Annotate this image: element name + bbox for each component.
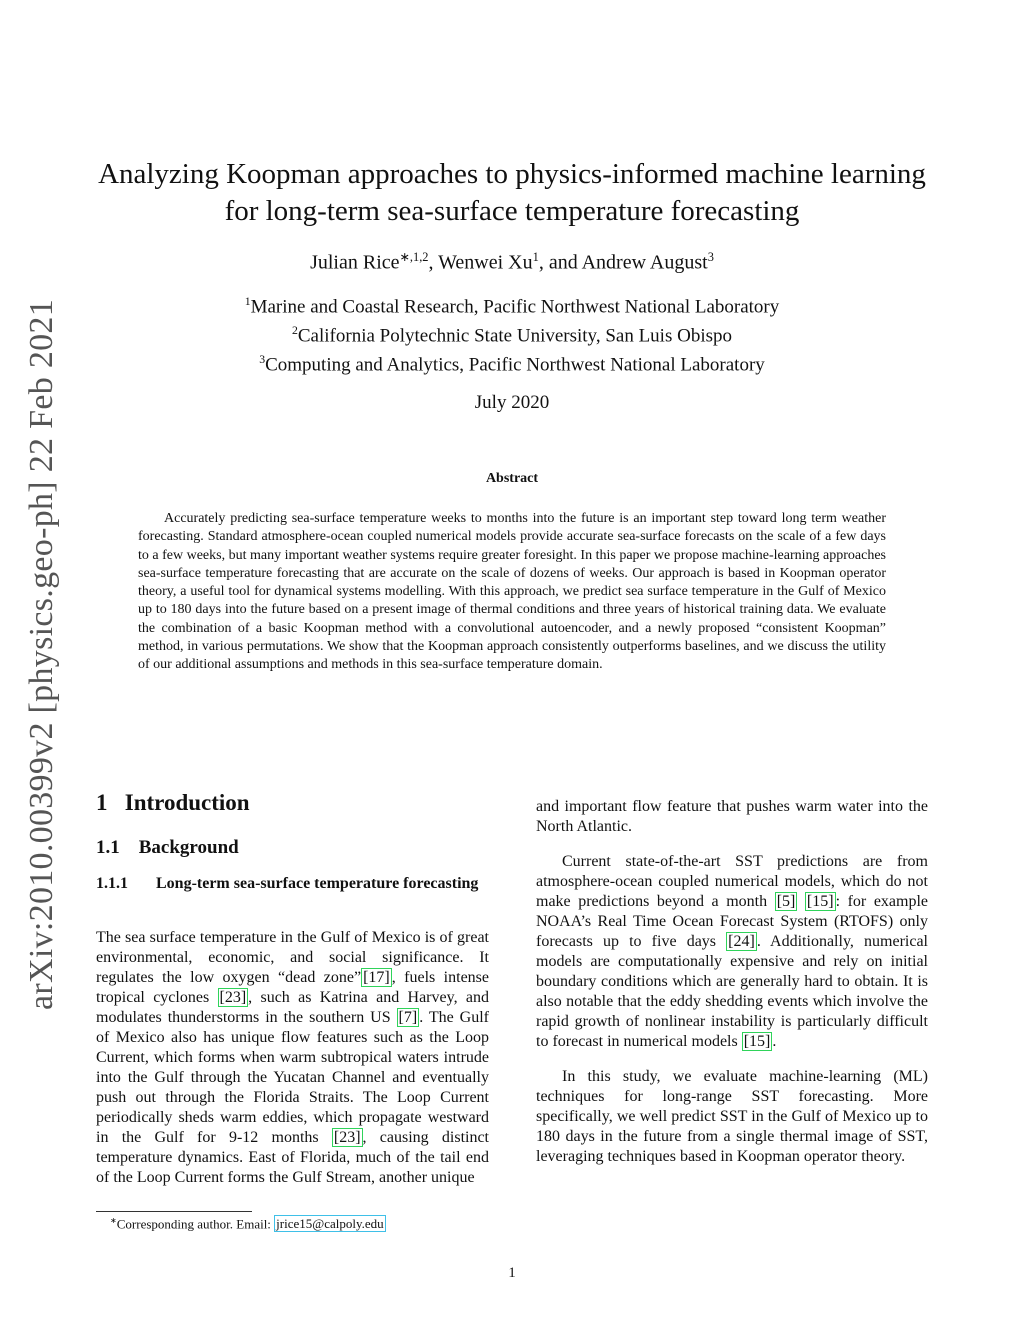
right-paragraph-2: In this study, we evaluate machine-learning (ML) techniques for long-range SST forecasting. More specifically, we well predict SST in the Gulf of Mexico up to 180 days in the future from a single thermal image of SST, leveraging techniques based in Koopman operator theory. (536, 1068, 928, 1165)
intro-paragraph-1 (96, 928, 489, 1188)
section-1-1-number: 1.1 (96, 837, 120, 858)
text-run: , such as Katrina and Harvey, and modulates thunderstorms in the southern US (96, 989, 489, 1026)
text-run: . Additionally, numerical models are computationally expensive and rely on initial boundary conditions which are generally hard to obtain. It is also notable that the eddy shedding events which involve the rapid growth of nonlinear instability is particularly difficult to forecast in numerical models (536, 933, 928, 1050)
section-1-1-heading (96, 837, 239, 859)
section-1-number: 1 (96, 790, 108, 815)
footnote-rule (96, 1211, 252, 1212)
text-run: , causing distinct temperature dynamics. East of Florida, much of the tail end of the Loop Current forms the Gulf Stream, another unique (96, 1129, 489, 1186)
abstract-heading: Abstract (485, 471, 539, 486)
text-run: The sea surface temperature in the Gulf of Mexico is of great environmental, economic, and social significance. It regulates the low oxygen “dead zone” (96, 929, 489, 986)
author-1: Julian Rice (310, 251, 400, 274)
citation-5-link[interactable]: [5] (776, 893, 796, 910)
text-run: , fuels intense tropical cyclones (96, 969, 490, 1006)
section-1-heading (96, 790, 250, 816)
affiliation-1 (90, 290, 934, 319)
author-1-sup: ∗,1,2 (399, 250, 429, 264)
footnote-text: Corresponding author. Email: (116, 1216, 275, 1232)
citation-23-link[interactable]: [23] (219, 989, 247, 1006)
author-3-sup: 3 (707, 250, 714, 264)
text-run: : for example NOAA’s Real Time Ocean Forecast System (RTOFS) only forecasts up to five days (536, 893, 929, 950)
footnote-mark: ∗ (110, 1216, 117, 1225)
footnote (110, 1216, 386, 1232)
section-1-1-title: Background (138, 837, 239, 858)
left-column (96, 928, 489, 1188)
affiliation-3-text: Computing and Analytics, Pacific Northwest National Laboratory (265, 353, 765, 375)
citation-24-link[interactable]: [24] (728, 933, 755, 950)
author-list (90, 249, 934, 275)
citation-23-link[interactable]: [23] (333, 1129, 361, 1146)
text-run: Current state-of-the-art SST predictions are from atmosphere-ocean coupled numerical models, which do not make predictions beyond a month (536, 853, 928, 910)
right-paragraph-1 (536, 852, 928, 1052)
title-line-2: for long-term sea-surface temperature forecasting (224, 195, 800, 227)
abstract-text: Accurately predicting sea-surface temperature weeks to months into the future is an important step toward long term weather forecasting. Standard atmosphere-ocean coupled numerical models provide accurate sea-surface forecasts on the scale of a few days to a few weeks, but many important weather systems require greater foresight. In this paper we propose machine-learning approaches sea-surface temperature forecasting that are accurate on the scale of dozens of weeks. Our approach is based in Koopman operator theory, a useful tool for dynamical systems modelling. With this approach, we predict sea surface temperature in the Gulf of Mexico up to 180 days into the future based on a present image of thermal conditions and three years of historical training data. We evaluate the combination of a basic Koopman method with a convolutional autoencoder, and a newly proposed “consistent Koopman” method, in various permutations. We show that the Koopman approach consistently outperforms baselines, and we discuss the utility of our additional assumptions and methods in this sea-surface temperature domain. (138, 511, 886, 673)
section-1-title: Introduction (124, 790, 250, 815)
right-paragraph-0: and important flow feature that pushes warm water into the North Atlantic. (536, 798, 928, 835)
section-1-1-1-number: 1.1.1 (96, 875, 128, 892)
affiliation-3 (90, 348, 934, 377)
page-number: 1 (508, 1265, 516, 1281)
affiliation-1-num: 1 (244, 295, 251, 308)
text-run: . (772, 1033, 777, 1050)
affiliation-2-text: California Polytechnic State University, San Luis Obispo (297, 325, 732, 347)
paper-title (90, 156, 934, 230)
author-2: , Wenwei Xu (428, 251, 533, 274)
right-column (536, 797, 928, 1167)
author-2-sup: 1 (532, 250, 539, 264)
text-run: . The Gulf of Mexico also has unique flow features such as the Loop Current, which forms when warm subtropical waters intrude into the Gulf through the Yucatan Channel and eventually push out through the Florida Straits. The Loop Current periodically sheds warm eddies, which propagate westward in the Gulf for 9-12 months (96, 1009, 489, 1146)
affiliation-3-num: 3 (259, 352, 266, 366)
section-1-1-1-title: Long-term sea-surface temperature forecasting (156, 875, 479, 892)
section-1-1-1-heading (96, 874, 489, 894)
arxiv-side-label: arXiv:2010.00399v2 [physics.geo-ph] 22 Feb 2021 (23, 298, 60, 1010)
affiliation-1-text: Marine and Coastal Research, Pacific Northwest National Laboratory (250, 296, 780, 318)
author-3: , and Andrew August (538, 251, 708, 274)
title-line-1: Analyzing Koopman approaches to physics-informed machine learning (98, 158, 926, 190)
affiliation-2-num: 2 (291, 323, 298, 337)
citation-15-link[interactable]: [15] (743, 1033, 771, 1050)
email-link[interactable]: jrice15@calpoly.edu (276, 1216, 384, 1232)
citation-7-link[interactable]: [7] (398, 1009, 418, 1026)
affiliations (90, 290, 934, 376)
paper-date: July 2020 (474, 392, 550, 413)
affiliation-2 (90, 319, 934, 348)
citation-17-link[interactable]: [17] (363, 969, 390, 986)
citation-15-link[interactable]: [15] (806, 893, 834, 910)
